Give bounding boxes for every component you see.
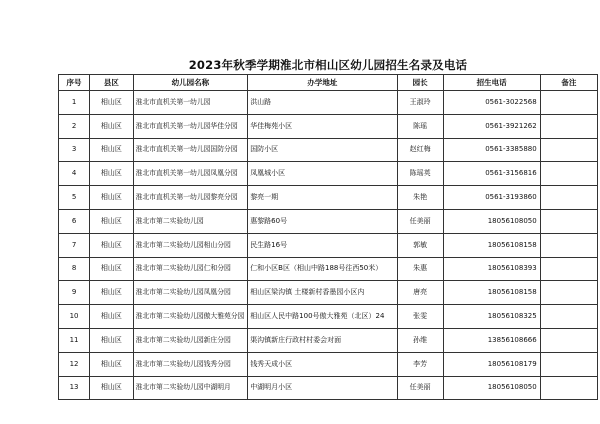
cell-principal: 张雯 (397, 305, 443, 329)
cell-phone: 0561-3156816 (443, 162, 540, 186)
cell-phone: 0561-3022568 (443, 91, 540, 115)
cell-district: 相山区 (90, 209, 134, 233)
table-row (59, 114, 598, 138)
cell-phone: 0561-3385880 (443, 138, 540, 162)
cell-kindergarten-name: 淮北市第二实验幼儿园新庄分园 (133, 328, 248, 352)
header-note: 备注 (540, 75, 597, 91)
cell-principal: 唐亮 (397, 281, 443, 305)
table-row (59, 376, 598, 400)
cell-address: 仁和小区B区（相山中路188号往西50米） (248, 257, 397, 281)
cell-principal: 王淑玲 (397, 91, 443, 115)
cell-address: 洪山路 (248, 91, 397, 115)
cell-phone: 18056108325 (443, 305, 540, 329)
table-row (59, 352, 598, 376)
cell-address: 惠黎路60号 (248, 209, 397, 233)
cell-district: 相山区 (90, 91, 134, 115)
table-row (59, 305, 598, 329)
cell-note (540, 281, 597, 305)
table-row (59, 91, 598, 115)
cell-note (540, 233, 597, 257)
header-row (59, 75, 598, 91)
cell-address: 相山区梁沟镇 土楼新村香墨园小区内 (248, 281, 397, 305)
cell-phone: 18056108050 (443, 209, 540, 233)
cell-district: 相山区 (90, 376, 134, 400)
cell-kindergarten-name: 淮北市第二实验幼儿园钱秀分园 (133, 352, 248, 376)
cell-phone: 18056108158 (443, 233, 540, 257)
cell-district: 相山区 (90, 186, 134, 210)
cell-note (540, 209, 597, 233)
header-address: 办学地址 (248, 75, 397, 91)
header-name: 幼儿园名称 (133, 75, 248, 91)
cell-phone: 18056108050 (443, 376, 540, 400)
cell-index: 8 (59, 257, 90, 281)
cell-phone: 18056108393 (443, 257, 540, 281)
cell-district: 相山区 (90, 305, 134, 329)
cell-principal: 任美丽 (397, 209, 443, 233)
cell-note (540, 186, 597, 210)
cell-kindergarten-name: 淮北市第二实验幼儿园相山分园 (133, 233, 248, 257)
cell-index: 11 (59, 328, 90, 352)
table-row (59, 209, 598, 233)
cell-note (540, 328, 597, 352)
cell-phone: 18056108158 (443, 281, 540, 305)
cell-address: 黎亮一期 (248, 186, 397, 210)
cell-principal: 陈瑶 (397, 114, 443, 138)
table-row (59, 328, 598, 352)
table-row (59, 162, 598, 186)
cell-index: 6 (59, 209, 90, 233)
cell-phone: 0561-3921262 (443, 114, 540, 138)
cell-kindergarten-name: 淮北市直机关第一幼儿园 (133, 91, 248, 115)
cell-phone: 0561-3193860 (443, 186, 540, 210)
page-title: 2023年秋季学期淮北市相山区幼儿园招生名录及电话 (188, 58, 468, 72)
cell-index: 1 (59, 91, 90, 115)
header-district: 县区 (90, 75, 134, 91)
cell-address: 华佳梅苑小区 (248, 114, 397, 138)
cell-district: 相山区 (90, 162, 134, 186)
cell-note (540, 162, 597, 186)
cell-kindergarten-name: 淮北市直机关第一幼儿园国防分园 (133, 138, 248, 162)
header-principal: 园长 (397, 75, 443, 91)
cell-index: 7 (59, 233, 90, 257)
cell-principal: 陈瑶英 (397, 162, 443, 186)
cell-district: 相山区 (90, 114, 134, 138)
header-phone: 招生电话 (443, 75, 540, 91)
header-index: 序号 (59, 75, 90, 91)
cell-address: 钱秀天成小区 (248, 352, 397, 376)
cell-address: 相山区人民中路100号傲大雅苑（北区）24 (248, 305, 397, 329)
cell-note (540, 352, 597, 376)
cell-index: 10 (59, 305, 90, 329)
cell-note (540, 138, 597, 162)
cell-kindergarten-name: 淮北市第二实验幼儿园 (133, 209, 248, 233)
cell-phone: 18056108179 (443, 352, 540, 376)
cell-principal: 郭敏 (397, 233, 443, 257)
cell-index: 4 (59, 162, 90, 186)
cell-note (540, 257, 597, 281)
table-row (59, 281, 598, 305)
cell-principal: 赵红梅 (397, 138, 443, 162)
table-row (59, 257, 598, 281)
cell-district: 相山区 (90, 352, 134, 376)
cell-district: 相山区 (90, 233, 134, 257)
cell-principal: 任美丽 (397, 376, 443, 400)
cell-address: 民生路16号 (248, 233, 397, 257)
cell-index: 3 (59, 138, 90, 162)
kindergarten-table (58, 74, 598, 400)
cell-district: 相山区 (90, 281, 134, 305)
cell-note (540, 305, 597, 329)
cell-address: 中湖明月小区 (248, 376, 397, 400)
cell-index: 5 (59, 186, 90, 210)
cell-principal: 孙维 (397, 328, 443, 352)
cell-address: 渠沟镇新庄行政村村委会对面 (248, 328, 397, 352)
cell-note (540, 114, 597, 138)
cell-district: 相山区 (90, 257, 134, 281)
table-row (59, 186, 598, 210)
cell-kindergarten-name: 淮北市直机关第一幼儿园凤凰分园 (133, 162, 248, 186)
table-row (59, 138, 598, 162)
cell-address: 国防小区 (248, 138, 397, 162)
cell-district: 相山区 (90, 328, 134, 352)
cell-principal: 朱惠 (397, 257, 443, 281)
cell-kindergarten-name: 淮北市第二实验幼儿园凤凰分园 (133, 281, 248, 305)
cell-note (540, 376, 597, 400)
cell-principal: 李芳 (397, 352, 443, 376)
table-row (59, 233, 598, 257)
cell-index: 13 (59, 376, 90, 400)
cell-phone: 13856108666 (443, 328, 540, 352)
cell-index: 12 (59, 352, 90, 376)
cell-kindergarten-name: 淮北市直机关第一幼儿园华佳分园 (133, 114, 248, 138)
cell-kindergarten-name: 淮北市直机关第一幼儿园黎亮分园 (133, 186, 248, 210)
cell-principal: 朱艳 (397, 186, 443, 210)
cell-note (540, 91, 597, 115)
cell-index: 2 (59, 114, 90, 138)
cell-kindergarten-name: 淮北市第二实验幼儿园中湖明月 (133, 376, 248, 400)
cell-address: 凤凰城小区 (248, 162, 397, 186)
cell-kindergarten-name: 淮北市第二实验幼儿园傲大雅苑分园 (133, 305, 248, 329)
cell-kindergarten-name: 淮北市第二实验幼儿园仁和分园 (133, 257, 248, 281)
cell-index: 9 (59, 281, 90, 305)
cell-district: 相山区 (90, 138, 134, 162)
